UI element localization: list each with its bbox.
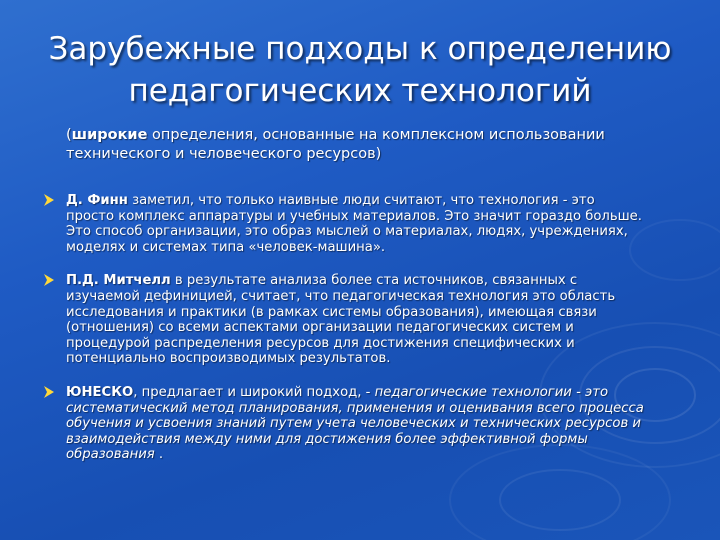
bullet-item-unesco xyxy=(44,385,644,463)
arrow-bullet-icon xyxy=(44,194,54,206)
slide-title xyxy=(20,28,700,112)
bullet-text: заметил, что только наивные люди считают, что технология - это просто комплекс аппаратуры и учебных материалов. Это значит гораздо больше. Это способ организации, это образ мыслей о материалах, людях, учреждениях, моделях и системах типа «человек-машина». xyxy=(66,193,642,255)
bullet-author: П.Д. Митчелл xyxy=(66,273,171,289)
bullet-author: ЮНЕСКО xyxy=(66,384,134,400)
slide-title-line-2: педагогических технологий xyxy=(128,73,592,109)
bullet-item-mitchell xyxy=(44,273,644,367)
subtitle-bold-word: широкие xyxy=(71,127,148,143)
bullet-list xyxy=(44,193,644,481)
arrow-bullet-icon xyxy=(44,386,54,398)
slide-title-line-1: Зарубежные подходы к определению xyxy=(48,31,672,67)
subtitle-rest: определения, основанные на комплексном использовании технического и человеческого ресурсов) xyxy=(66,127,605,162)
bullet-tail: . xyxy=(154,447,164,463)
bullet-text: , предлагает и широкий подход, - xyxy=(133,384,375,400)
bullet-author: Д. Финн xyxy=(66,193,128,208)
bullet-text: в результате анализа более ста источников, связанных с изучаемой дефиницией, считает, что педагогическая технология это область исследования и практики (в рамках системы образования), имеющая связи (отношения) со всеми аспектами организации педагогических систем и процедурой распределения ресурсов для достижения специфических и потенциально воспроизводимых результатов. xyxy=(66,273,616,367)
bullet-item-finn xyxy=(44,193,644,255)
bullet-italic-definition: педагогические технологии - это систематический метод планирования, применения и оценивания всего процесса обучения и усвоения знаний путем учета человеческих и технических ресурсов и взаимодействия между ними для достижения более эффективной формы образования xyxy=(66,384,644,463)
arrow-bullet-icon xyxy=(44,274,54,286)
subtitle-open-paren: ( xyxy=(66,127,72,143)
slide-subtitle xyxy=(66,126,676,164)
